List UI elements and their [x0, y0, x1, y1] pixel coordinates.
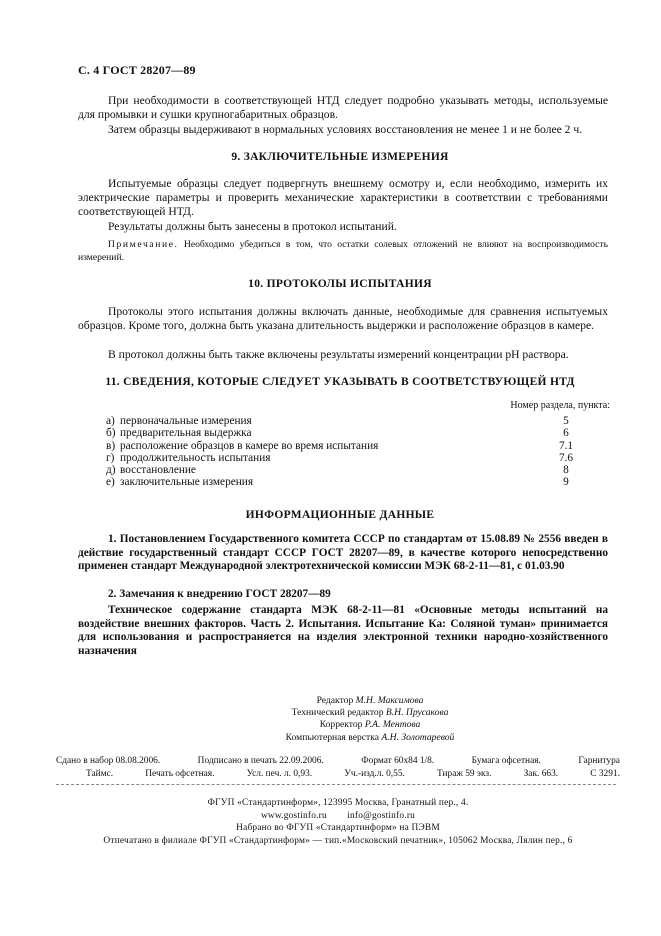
divider [56, 784, 616, 785]
list-item [106, 476, 586, 488]
section-10-heading: 10. ПРОТОКОЛЫ ИСПЫТАНИЯ [248, 278, 432, 290]
publisher-line: ФГУП «Стандартинформ», 123995 Москва, Гранатный пер., 4. [207, 798, 469, 808]
item-ref: 8 [563, 464, 569, 477]
credits-block [220, 695, 520, 744]
intro-paragraph-2: Затем образцы выдерживают в нормальных условиях восстановления не менее 1 и не более 2 ч. [108, 123, 583, 136]
intro-paragraph-1: При необходимости в соответствующей НТД следует подробно указывать методы, используемые для промывки и сушки крупногабаритных образцов. [78, 94, 608, 122]
item-letter: а) [106, 415, 115, 427]
item-letter: в) [106, 439, 116, 452]
item-letter: е) [106, 476, 115, 489]
imprint-block [56, 755, 620, 780]
item-text: восстановление [120, 464, 196, 477]
section-9-paragraph-2: Результаты должны быть занесены в протокол испытаний. [108, 220, 397, 233]
section-9-paragraph-1: Испытуемые образцы следует подвергнуть внешнему осмотру и, если необходимо, измерить их электрические параметры и проверить механические характеристики в соответствии с требованиями соответствующей НТД. [78, 177, 608, 219]
section-10-paragraph-2: В протокол должны быть также включены результаты измерений концентрации pH раствора. [108, 348, 569, 361]
credit-line: Компьютерная верстка А.Н. Золотаревой [285, 731, 455, 743]
publisher-line: www.gostinfo.ru info@gostinfo.ru [260, 810, 416, 821]
publisher-line: Набрано во ФГУП «Стандартинформ» на ПЭВМ [236, 823, 440, 834]
section-10-paragraph-1: Протоколы этого испытания должны включать данные, необходимые для сравнения испытуемых образцов. Кроме того, должна быть указана длительность выдержки и расположение образцов в камере. [78, 305, 608, 333]
item-text: заключительные измерения [120, 476, 254, 489]
list-item [106, 415, 586, 427]
list-item [106, 452, 586, 464]
section-number-column-header: Номер раздела, пункта: [510, 400, 610, 411]
item-ref: 9 [563, 476, 569, 489]
section-reference-list [106, 415, 586, 489]
info-paragraph-3: Техническое содержание стандарта МЭК 68-2-11—81 «Основные методы испытаний на воздействие внешних факторов. Часть 2. Испытания. Испытание Ка: Соляной туман» принимается для использования и распространяется на изделия электронной техники народно-хозяйственного назначения [78, 604, 608, 657]
list-item [106, 440, 586, 452]
page-header: С. 4 ГОСТ 28207—89 [78, 63, 196, 77]
item-ref: 7.6 [558, 451, 574, 464]
credit-line: Корректор Р.А. Ментова [319, 719, 421, 731]
item-text: расположение образцов в камере во время испытания [120, 439, 379, 452]
list-item [106, 464, 586, 476]
item-text: предварительная выдержка [120, 427, 252, 440]
item-ref: 6 [563, 427, 569, 440]
note-text: Необходимо убедиться в том, что остатки солевых отложений не влияют на воспроизводимость измерений. [78, 239, 608, 263]
item-text: первоначальные измерения [120, 415, 252, 427]
item-letter: г) [106, 451, 115, 464]
item-letter: б) [106, 427, 116, 440]
imprint-line-1: Сдано в набор 08.08.2006. Подписано в печать 22.09.2006. Формат 60x84 1/8. Бумага офсетная. Гарнитура [56, 756, 620, 766]
list-item [106, 427, 586, 439]
item-ref: 5 [563, 415, 569, 427]
credit-line: Технический редактор В.Н. Прусакова [291, 707, 449, 719]
imprint-line-2: Таймс. Печать офсетная. Усл. печ. л. 0,93. Уч.-изд.л. 0,55. Тираж 59 экз. Зак. 663. С 3291. [86, 768, 620, 779]
info-heading: ИНФОРМАЦИОННЫЕ ДАННЫЕ [245, 509, 435, 521]
item-letter: д) [106, 464, 116, 477]
info-paragraph-1: 1. Постановлением Государственного комитета СССР по стандартам от 15.08.89 № 2556 введен в действие государственный стандарт СССР ГОСТ 28207—89, в качестве которого непосредственно применен стандарт Международной электротехнической комиссии МЭК 68-2-11—81, с 01.03.90 [78, 533, 608, 573]
publisher-block [56, 797, 620, 847]
note-label: Примечание. [108, 239, 179, 250]
section-9-heading: 9. ЗАКЛЮЧИТЕЛЬНЫЕ ИЗМЕРЕНИЯ [231, 151, 449, 163]
item-text: продолжительность испытания [120, 451, 271, 464]
section-11-heading: 11. СВЕДЕНИЯ, КОТОРЫЕ СЛЕДУЕТ УКАЗЫВАТЬ В СООТВЕТСТВУЮЩЕЙ НТД [105, 376, 575, 388]
publisher-line: Отпечатано в филиале ФГУП «Стандартинформ» — тип.«Московский печатник», 105062 Москва, Лялин пер., 6 [103, 835, 573, 846]
section-9-note [78, 239, 608, 264]
credit-line: Редактор М.Н. Максимова [316, 695, 424, 706]
info-paragraph-2: 2. Замечания к внедрению ГОСТ 28207—89 [108, 588, 331, 600]
item-ref: 7.1 [558, 439, 574, 452]
